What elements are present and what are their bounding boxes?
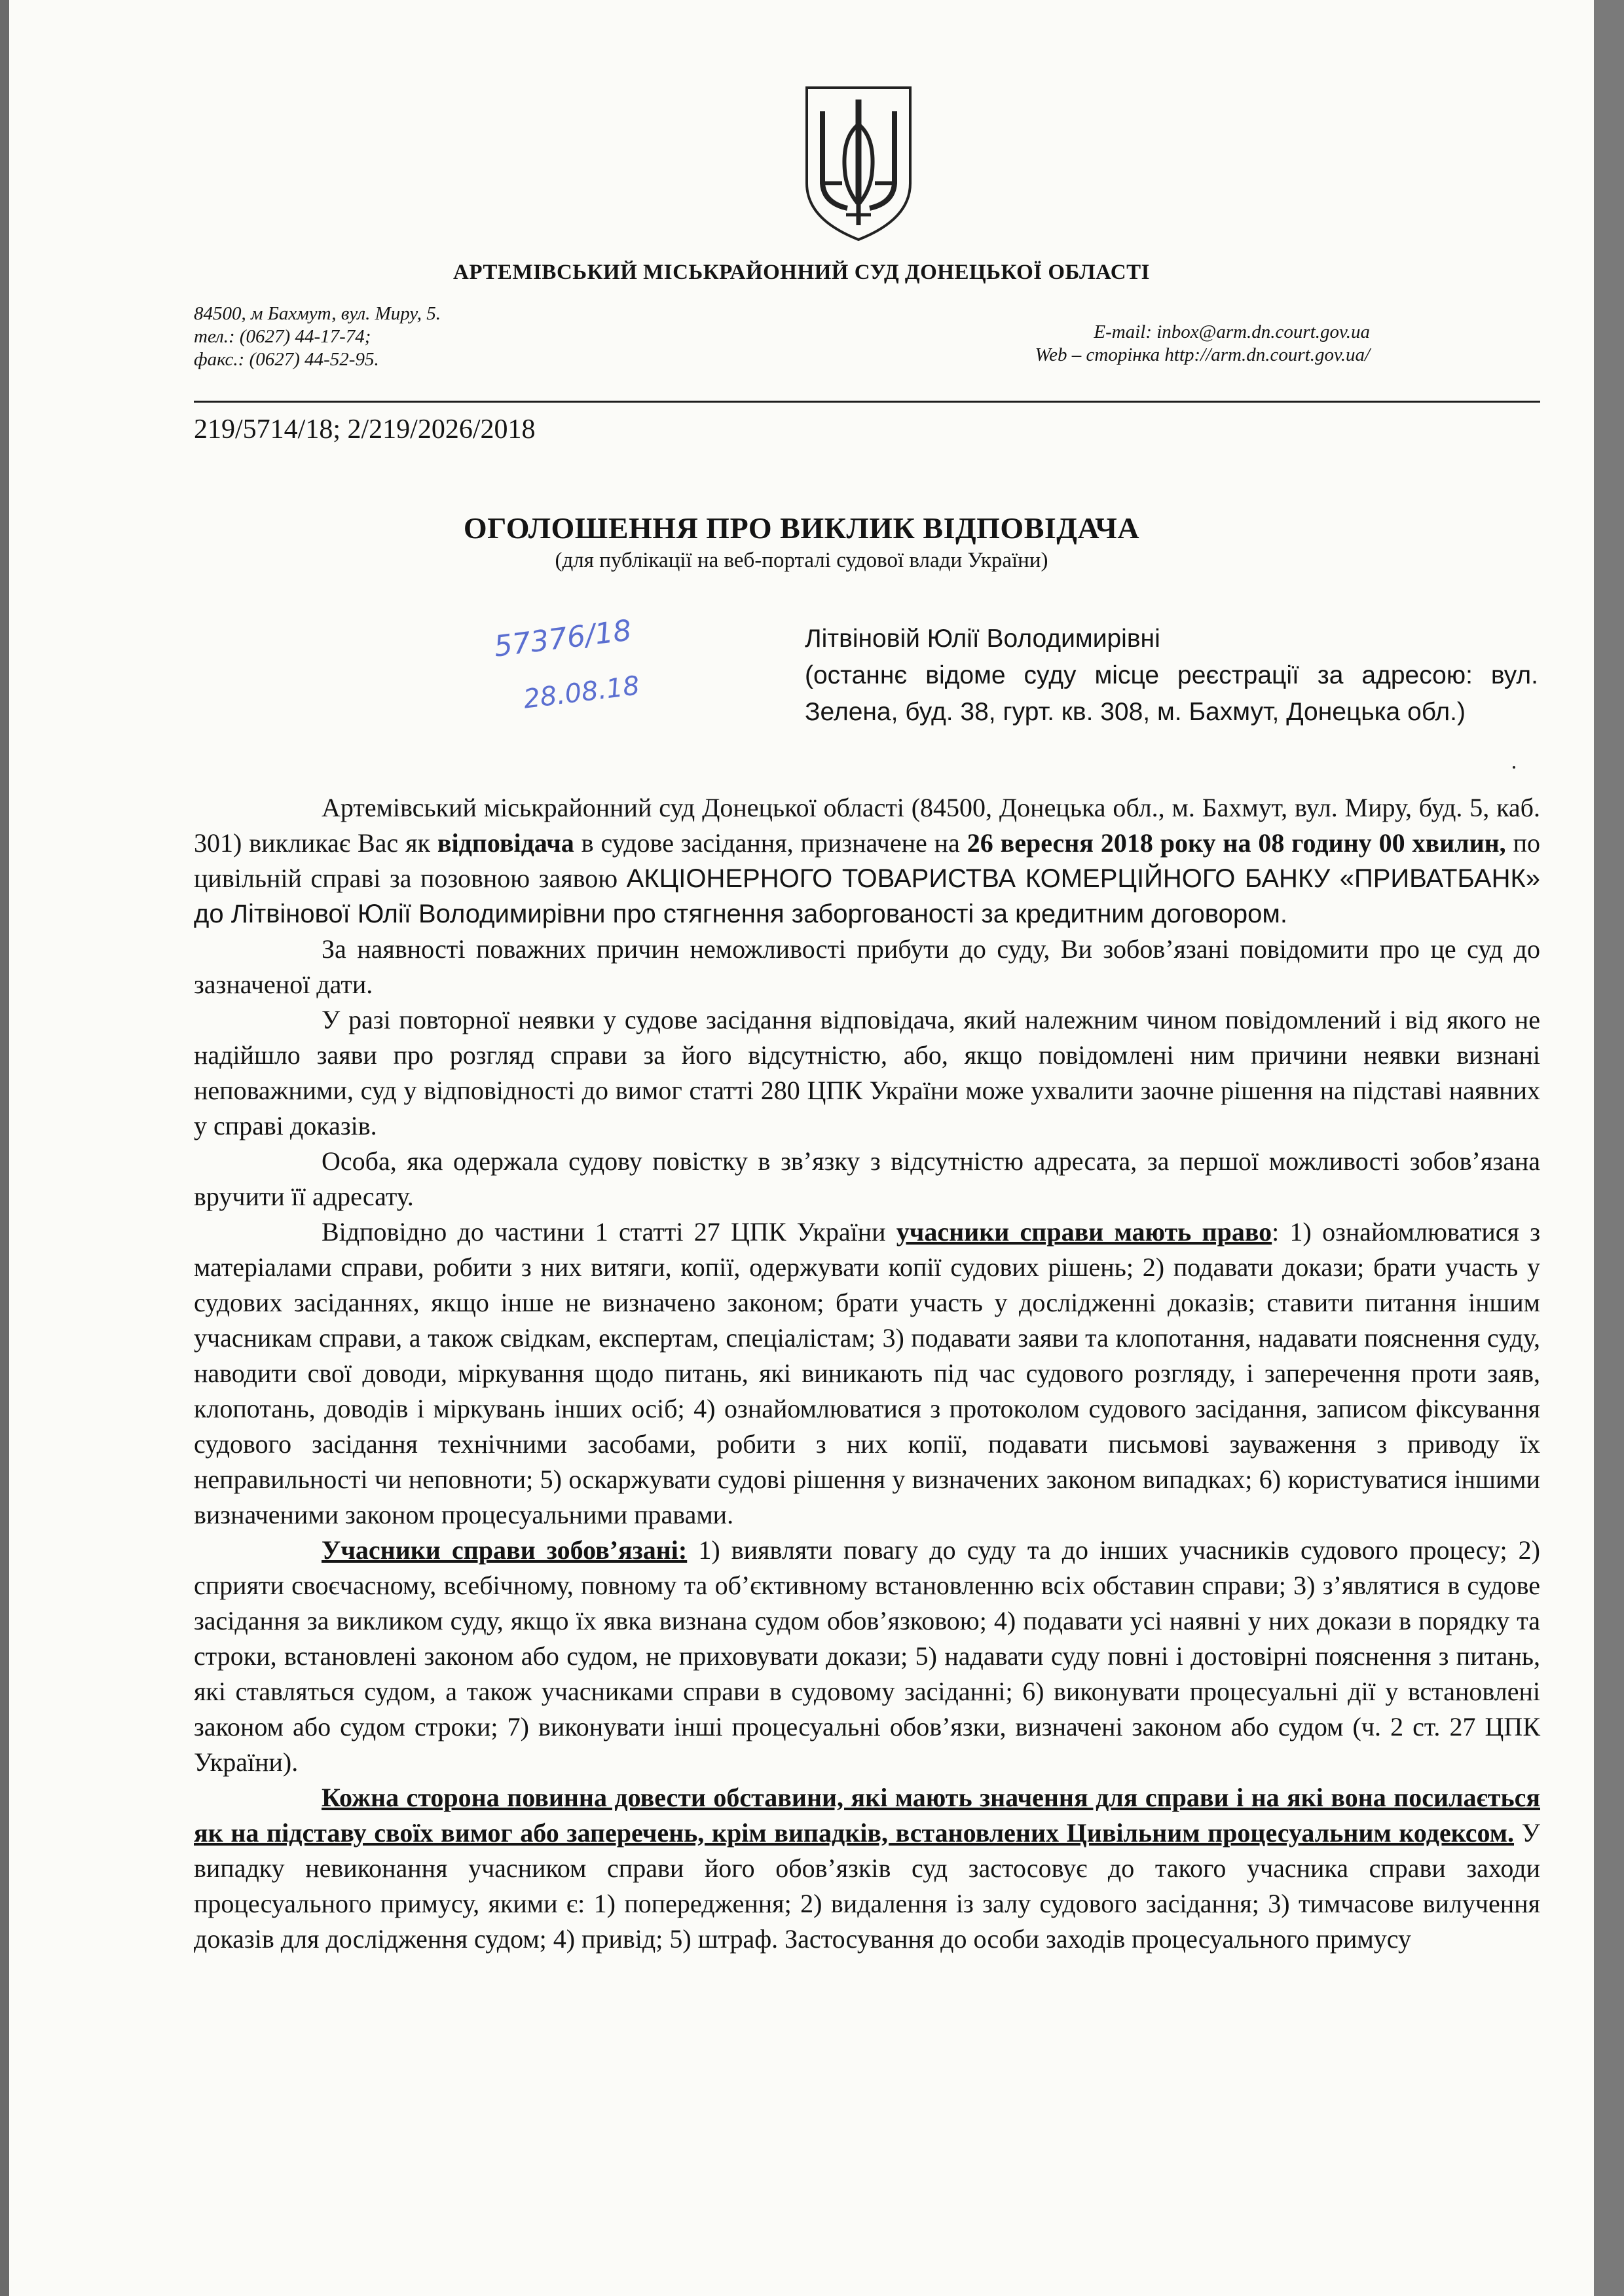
addressee-block <box>805 621 1538 731</box>
addressee-name: Літвіновій Юлії Володимирівні <box>805 625 1160 653</box>
addressee-details: (останнє відоме суду місце реєстрації за адресою: вул. Зелена, буд. 38, гурт. кв. 308, м. Бахмут, Донецька обл.) <box>805 661 1538 726</box>
paragraph-burden-of-proof: Кожна сторона повинна довести обставини, які мають значення для справи і на які вона посилається як на підставу своїх вимог або заперечень, крім випадків, встановлених Цивільним процесуальним кодексом. У випадку невиконання учасником справи його обов’язків суд застосовує до такого учасника справи заходи процесуального примусу, якими є: 1) попередження; 2) видалення із залу судового засідання; 3) тимчасове вилучення доказів для дослідження судом; 4) привід; 5) штраф. Застосування до особи заходів процесуального примусу <box>194 1783 1540 1954</box>
trident-emblem-icon <box>803 85 914 242</box>
case-numbers: 219/5714/18; 2/219/2026/2018 <box>194 414 536 445</box>
court-online-contacts <box>1035 321 1370 367</box>
header-divider <box>194 401 1540 403</box>
scan-speck <box>1513 766 1515 769</box>
court-phone: тел.: (0627) 44-17-74; <box>194 326 371 347</box>
scan-edge <box>1594 0 1624 2296</box>
burden-of-proof-heading: Кожна сторона повинна довести обставини, які мають значення для справи і на які вона посилається як на підставу своїх вимог або заперечень, крім випадків, встановлених Цивільним процесуальним кодексом. <box>194 1783 1540 1848</box>
paragraph-participant-rights: Відповідно до частини 1 статті 27 ЦПК України учасники справи мають право: 1) ознайомлюватися з матеріалами справи, робити з них витяги, копії, одержувати копії судових рішень; 2) подавати докази; брати участь у судових засіданнях, якщо інше не визначено законом; брати участь у дослідженні доказів; ставити питання іншим учасникам справи, а також свідкам, експертам, спеціалістам; 3) подавати заяви та клопотання, надавати пояснення суду, наводити свої доводи, міркування щодо питань, які виникають під час судового розгляду, і заперечення проти заяв, клопотань, доводів і міркувань інших осіб; 4) ознайомлюватися з протоколом судового засідання, записом фіксування судового засідання технічними засобами, робити з них копії, подавати письмові зауваження з приводу їх неправильності чи неповноти; 5) оскаржувати судові рішення у визначених законом випадках; 6) користуватися іншими визначеними законом процесуальними правами. <box>194 1217 1540 1529</box>
paragraph-notify-court: За наявності поважних причин неможливості прибути до суду, Ви зобов’язані повідомити про це суд до зазначеної дати. <box>194 934 1540 999</box>
paragraph-participant-duties: Учасники справи зобов’язані: 1) виявляти повагу до суду та до інших учасників судового процесу; 2) сприяти своєчасному, всебічному, повному та об’єктивному встановленню всіх обставин справи; 3) з’являтися в судове засідання за викликом суду, якщо їх явка визнана судом обов’язковою; 4) подавати усі наявні у них докази в порядку та строки, встановлені законом або судом, не приховувати докази; 5) надавати суду повні і достовірні пояснення з питань, які ставляться судом, а також учасниками справи в судовому засіданні; 6) виконувати процесуальні дії у встановлені законом або судом строки; 7) виконувати інші процесуальні обов’язки, визначені законом або судом (ч. 2 ст. 27 ЦПК України). <box>194 1535 1541 1777</box>
court-name: АРТЕМІВСЬКИЙ МІСЬКРАЙОННИЙ СУД ДОНЕЦЬКОЇ ОБЛАСТІ <box>453 261 1150 284</box>
notice-body <box>194 790 1540 1957</box>
handwritten-registration-number: 57376/18 <box>492 613 634 664</box>
hearing-datetime: 26 вересня 2018 року на 08 годину 00 хвилин, <box>967 828 1506 858</box>
duties-heading: Учасники справи зобов’язані: <box>322 1535 688 1565</box>
document-subtitle: (для публікації на веб-порталі судової влади України) <box>555 549 1048 572</box>
paragraph-default-judgment: У разі повторної неявки у судове засідання відповідача, який належним чином повідомлений і від якого не надійшло заяви про розгляд справи за його відсутністю, або, якщо повідомлені ним причини неявки визнані неповажними, суд у відповідності до вимог статті 280 ЦПК України може ухвалити заочне рішення на підставі наявних у справі доказів. <box>194 1005 1540 1140</box>
plaintiff-and-claim: АКЦІОНЕРНОГО ТОВАРИСТВА КОМЕРЦІЙНОГО БАНКУ «ПРИВАТБАНК» до Літвінової Юлії Володимирівни про стягнення заборгованості за кредитним договором. <box>194 864 1540 928</box>
court-fax: факс.: (0627) 44-52-95. <box>194 349 379 370</box>
role-defendant: відповідача <box>437 828 574 858</box>
paragraph-summons: Артемівський міськрайонний суд Донецької області (84500, Донецька обл., м. Бахмут, вул. Миру, буд. 5, каб. 301) викликає Вас як відповідача в судове засідання, призначене на 26 вересня 2018 року на 08 годину 00 хвилин, по цивільній справі за позовною заявою АКЦІОНЕРНОГО ТОВАРИСТВА КОМЕРЦІЙНОГО БАНКУ «ПРИВАТБАНК» до Літвінової Юлії Володимирівни про стягнення заборгованості за кредитним договором. <box>194 793 1540 928</box>
handwritten-date: 28.08.18 <box>521 670 642 715</box>
court-address: 84500, м Бахмут, вул. Миру, 5. <box>194 303 441 324</box>
document-page <box>9 0 1594 2296</box>
paragraph-summons-delivery: Особа, яка одержала судову повістку в зв’язку з відсутністю адресата, за першої можливості зобов’язана вручити її адресату. <box>194 1146 1540 1211</box>
court-contacts <box>194 302 441 371</box>
court-email: E-mail: inbox@arm.dn.court.gov.ua <box>1094 321 1370 342</box>
court-website: Web – сторінка http://arm.dn.court.gov.ua/ <box>1035 344 1370 365</box>
rights-heading: учасники справи мають право <box>896 1217 1272 1247</box>
document-title: ОГОЛОШЕННЯ ПРО ВИКЛИК ВІДПОВІДАЧА <box>463 511 1140 545</box>
